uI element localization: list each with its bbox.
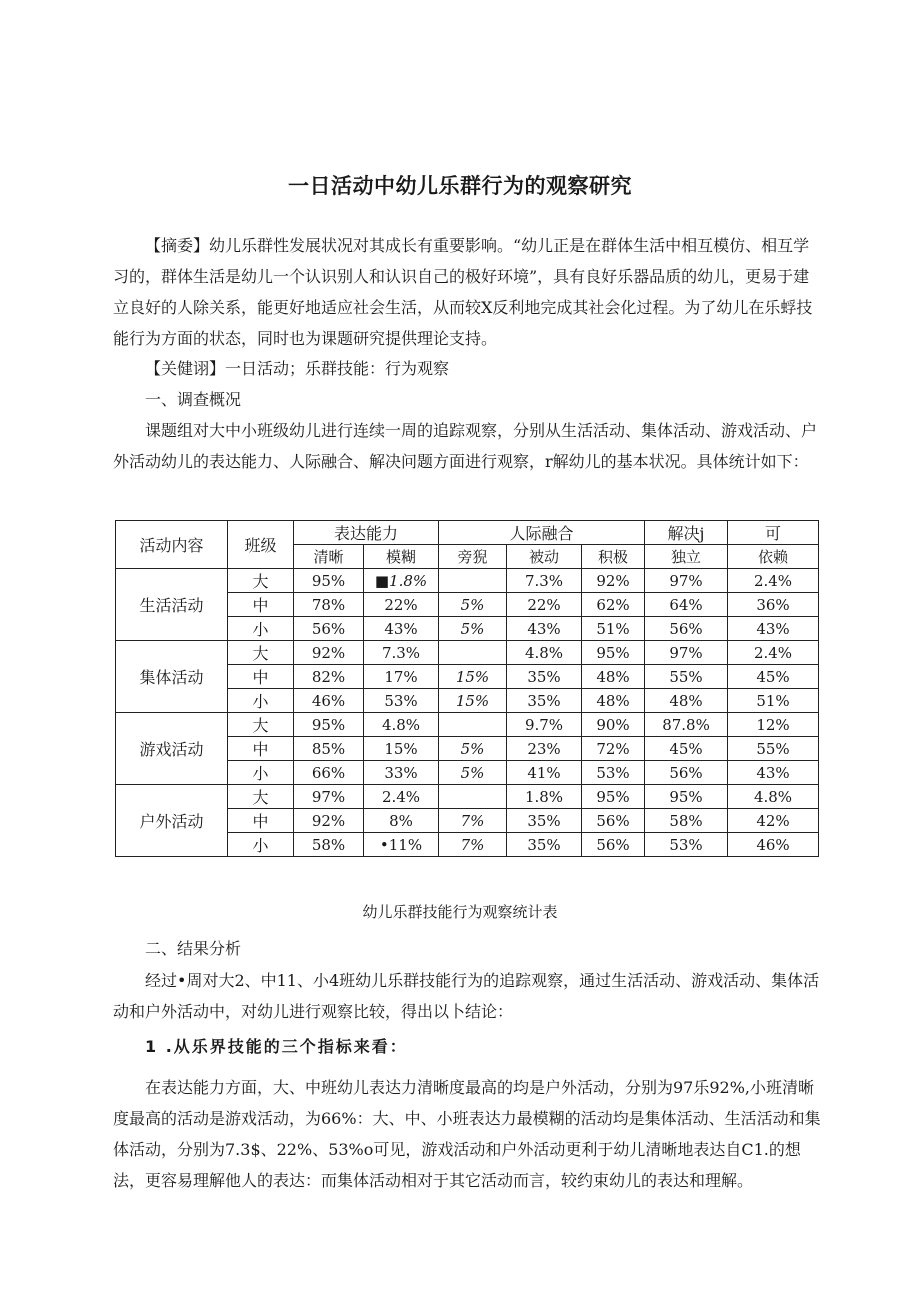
document-title: 一日活动中幼儿乐群行为的观察研究: [288, 174, 632, 198]
dependent-value-cell: 4.8%: [728, 785, 819, 809]
class-level-cell: 中: [228, 737, 294, 761]
clear-value-cell: 58%: [294, 833, 364, 857]
abstract-paragraph: 【摘委】幼儿乐群性发展状况对其成长有重要影响。“幼儿正是在群体生活中相互模仿、相互学习的，群体生活是幼儿一个认识别人和认识自己的极好环境”，具有良好乐器品质的幼儿，更易于建立良好的人除关系，能更好地适应社会生活，从而较X反利地完成其社会化过程。为了幼儿在乐蜉技能行为方面的状态，同时也为课题研究提供理论支持。: [113, 236, 813, 348]
keywords-paragraph: 【关健诩】一日活动；乐群技能：行为观察: [145, 359, 450, 378]
dependent-value-cell: 42%: [728, 809, 819, 833]
class-level-cell: 小: [228, 761, 294, 785]
header-solve-tail: 可: [728, 521, 819, 545]
passive-value-cell: 23%: [507, 737, 582, 761]
header-passive: 被动: [507, 545, 582, 569]
vague-value-cell: •11%: [364, 833, 439, 857]
dependent-value-cell: 43%: [728, 761, 819, 785]
independent-value-cell: 97%: [645, 641, 728, 665]
passive-value-cell: 35%: [507, 665, 582, 689]
analysis-paragraph: 在表达能力方面，大、中班幼儿表达力清晰度最高的均是户外活动，分别为97乐92%,小班清晰度最高的活动是游戏活动，为66%：大、中、小班表达力最模糊的活动均是集体活动、生活活动和集体活动，分别为7.3$、22%、53%o可见，游戏活动和户外活动更利于幼儿清晰地表达自C1.的想法，更容易理解他人的表达：而集体活动相对于其它活动而言，较约束幼儿的表达和理解。: [113, 1078, 821, 1190]
subheading-indicators: 1 .从乐界技能的三个指标来看：: [145, 1037, 408, 1056]
bystander-value-cell: 7%: [439, 833, 507, 857]
clear-value-cell: 85%: [294, 737, 364, 761]
dependent-value-cell: 2.4%: [728, 641, 819, 665]
clear-value-cell: 46%: [294, 689, 364, 713]
table-row: [116, 785, 819, 809]
vague-value-cell: 43%: [364, 617, 439, 641]
class-level-cell: 小: [228, 833, 294, 857]
passive-value-cell: 4.8%: [507, 641, 582, 665]
clear-value-cell: 66%: [294, 761, 364, 785]
dependent-value-cell: 45%: [728, 665, 819, 689]
class-level-cell: 大: [228, 569, 294, 593]
bystander-value-cell: [439, 641, 507, 665]
header-activity: 活动内容: [116, 521, 228, 569]
passive-value-cell: 41%: [507, 761, 582, 785]
activity-name-cell: 户外活动: [116, 785, 228, 857]
active-value-cell: 62%: [582, 593, 645, 617]
observation-statistics-table: [115, 520, 819, 857]
vague-value-cell: 22%: [364, 593, 439, 617]
header-interpersonal: 人际融合: [439, 521, 645, 545]
class-level-cell: 中: [228, 665, 294, 689]
bystander-value-cell: [439, 713, 507, 737]
active-value-cell: 53%: [582, 761, 645, 785]
dependent-value-cell: 51%: [728, 689, 819, 713]
active-value-cell: 95%: [582, 785, 645, 809]
bystander-value-cell: 15%: [439, 689, 507, 713]
clear-value-cell: 95%: [294, 713, 364, 737]
table-row: [116, 641, 819, 665]
dependent-value-cell: 55%: [728, 737, 819, 761]
independent-value-cell: 56%: [645, 617, 728, 641]
active-value-cell: 48%: [582, 689, 645, 713]
active-value-cell: 90%: [582, 713, 645, 737]
header-vague: 模糊: [364, 545, 439, 569]
passive-value-cell: 9.7%: [507, 713, 582, 737]
active-value-cell: 92%: [582, 569, 645, 593]
independent-value-cell: 64%: [645, 593, 728, 617]
clear-value-cell: 78%: [294, 593, 364, 617]
class-level-cell: 大: [228, 713, 294, 737]
activity-name-cell: 游戏活动: [116, 713, 228, 785]
class-level-cell: 大: [228, 785, 294, 809]
table-row: [116, 713, 819, 737]
class-level-cell: 中: [228, 593, 294, 617]
bystander-value-cell: [439, 569, 507, 593]
active-value-cell: 56%: [582, 833, 645, 857]
independent-value-cell: 87.8%: [645, 713, 728, 737]
class-level-cell: 大: [228, 641, 294, 665]
vague-value-cell: 53%: [364, 689, 439, 713]
activity-name-cell: 集体活动: [116, 641, 228, 713]
header-bystander: 旁猊: [439, 545, 507, 569]
clear-value-cell: 97%: [294, 785, 364, 809]
independent-value-cell: 58%: [645, 809, 728, 833]
passive-value-cell: 22%: [507, 593, 582, 617]
bystander-value-cell: 5%: [439, 617, 507, 641]
vague-value-cell: 8%: [364, 809, 439, 833]
active-value-cell: 72%: [582, 737, 645, 761]
vague-value-cell: 2.4%: [364, 785, 439, 809]
independent-value-cell: 97%: [645, 569, 728, 593]
survey-paragraph: 课题组对大中小班级幼儿进行连续一周的追踪观察，分别从生活活动、集体活动、游戏活动、户外活动幼儿的表达能力、人际融合、解决问题方面进行观察，r解幼儿的基本状况。具体统计如下：: [113, 421, 818, 471]
vague-value-cell: 4.8%: [364, 713, 439, 737]
passive-value-cell: 35%: [507, 689, 582, 713]
class-level-cell: 小: [228, 617, 294, 641]
independent-value-cell: 95%: [645, 785, 728, 809]
active-value-cell: 56%: [582, 809, 645, 833]
vague-value-cell: ■1.8%: [364, 569, 439, 593]
vague-value-cell: 17%: [364, 665, 439, 689]
bystander-value-cell: 5%: [439, 737, 507, 761]
class-level-cell: 小: [228, 689, 294, 713]
active-value-cell: 95%: [582, 641, 645, 665]
dependent-value-cell: 12%: [728, 713, 819, 737]
bystander-value-cell: 5%: [439, 761, 507, 785]
independent-value-cell: 48%: [645, 689, 728, 713]
clear-value-cell: 82%: [294, 665, 364, 689]
bystander-value-cell: 15%: [439, 665, 507, 689]
table-row: [116, 569, 819, 593]
table-caption: 幼儿乐群技能行为观察统计表: [362, 903, 558, 921]
independent-value-cell: 55%: [645, 665, 728, 689]
independent-value-cell: 53%: [645, 833, 728, 857]
activity-name-cell: 生活活动: [116, 569, 228, 641]
bystander-value-cell: 5%: [439, 593, 507, 617]
clear-value-cell: 95%: [294, 569, 364, 593]
passive-value-cell: 7.3%: [507, 569, 582, 593]
active-value-cell: 48%: [582, 665, 645, 689]
dependent-value-cell: 46%: [728, 833, 819, 857]
dependent-value-cell: 2.4%: [728, 569, 819, 593]
dependent-value-cell: 36%: [728, 593, 819, 617]
passive-value-cell: 43%: [507, 617, 582, 641]
vague-value-cell: 7.3%: [364, 641, 439, 665]
bystander-value-cell: 7%: [439, 809, 507, 833]
header-clear: 清晰: [294, 545, 364, 569]
section-heading-survey: 一、调查概况: [145, 390, 242, 409]
passive-value-cell: 1.8%: [507, 785, 582, 809]
header-class: 班级: [228, 521, 294, 569]
header-solve: 解决j: [645, 521, 728, 545]
class-level-cell: 中: [228, 809, 294, 833]
active-value-cell: 51%: [582, 617, 645, 641]
clear-value-cell: 56%: [294, 617, 364, 641]
dependent-value-cell: 43%: [728, 617, 819, 641]
header-active: 积极: [582, 545, 645, 569]
vague-value-cell: 15%: [364, 737, 439, 761]
passive-value-cell: 35%: [507, 833, 582, 857]
vague-value-cell: 33%: [364, 761, 439, 785]
independent-value-cell: 45%: [645, 737, 728, 761]
results-paragraph: 经过•周对大2、中11、小4班幼儿乐群技能行为的追踪观察，通过生活活动、游戏活动、集体活动和户外活动中，对幼儿进行观察比较，得出以卜结论：: [113, 971, 820, 1021]
header-dependent: 依赖: [728, 545, 819, 569]
header-expression: 表达能力: [294, 521, 439, 545]
section-heading-results: 二、结果分析: [145, 939, 242, 958]
header-independent: 独立: [645, 545, 728, 569]
independent-value-cell: 56%: [645, 761, 728, 785]
clear-value-cell: 92%: [294, 809, 364, 833]
passive-value-cell: 35%: [507, 809, 582, 833]
clear-value-cell: 92%: [294, 641, 364, 665]
bystander-value-cell: [439, 785, 507, 809]
